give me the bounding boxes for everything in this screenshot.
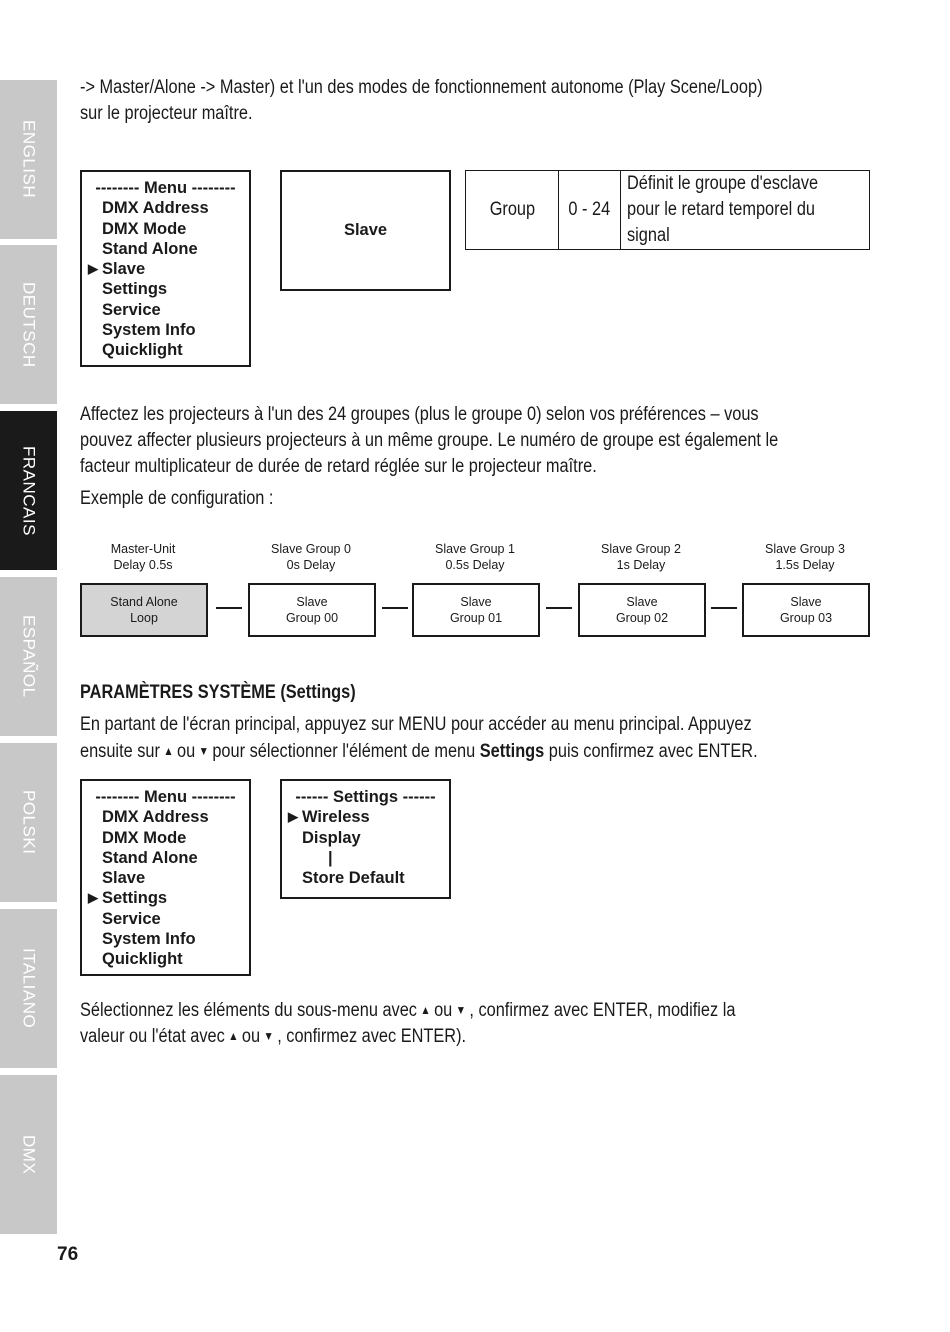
settings-submenu-display (280, 779, 451, 899)
group-parameter-table (465, 170, 870, 250)
side-tab-label: FRANCAIS (19, 445, 39, 536)
settings-para-line-2: ensuite sur ▲ ou ▼ pour sélectionner l'élément de menu Settings puis confirmez avec ENTER. (80, 738, 758, 765)
side-tab-label: POLSKI (19, 790, 39, 855)
selection-arrow-icon: ▶ (88, 261, 98, 277)
up-triangle-icon: ▲ (228, 1029, 239, 1043)
example-label: Exemple de configuration : (80, 488, 274, 509)
menu-item: Quicklight (102, 341, 183, 360)
side-tab-label: ENGLISH (19, 120, 39, 199)
slave-unit-box: Slave Group 02 (578, 583, 706, 637)
menu-title: -------- Menu -------- (95, 179, 236, 197)
master-unit-box: Stand Alone Loop (80, 583, 208, 637)
down-triangle-icon: ▼ (263, 1029, 274, 1043)
slave-unit-box: Slave Group 03 (742, 583, 870, 637)
side-tab-polski[interactable] (0, 743, 57, 902)
menu-item: Service (102, 909, 161, 928)
intro-line-1: -> Master/Alone -> Master) et l'un des modes de fonctionnement autonome (Play Scene/Loop) (80, 77, 763, 98)
final-para-line-2: valeur ou l'état avec ▲ ou ▼ , confirmez avec ENTER). (80, 1023, 466, 1050)
submenu-item: Store Default (302, 869, 405, 888)
menu-display-slave (80, 170, 251, 367)
group-range-cell: 0 - 24 (559, 171, 621, 249)
menu-item: Slave (102, 869, 146, 888)
selection-arrow-icon: ▶ (88, 890, 98, 906)
menu-item: DMX Address (102, 199, 209, 218)
final-para-line-1: Sélectionnez les éléments du sous-menu avec ▲ ou ▼ , confirmez avec ENTER, modifiez la (80, 997, 735, 1024)
menu-title: -------- Menu -------- (95, 788, 236, 806)
slave-unit-box: Slave Group 00 (248, 583, 376, 637)
side-tab-francais[interactable] (0, 411, 57, 570)
up-triangle-icon: ▲ (163, 744, 174, 758)
side-tab-english[interactable] (0, 80, 57, 239)
menu-item: DMX Address (102, 808, 209, 827)
submenu-item: Display (302, 828, 361, 847)
connector-line (216, 607, 242, 609)
groups-para-line-3: facteur multiplicateur de durée de retard réglée sur le projecteur maître. (80, 456, 597, 477)
side-tab-label: ITALIANO (19, 948, 39, 1029)
side-tab-deutsch[interactable] (0, 245, 57, 404)
diagram-label: Slave Group 0 0s Delay (271, 542, 351, 572)
groups-para-line-1: Affectez les projecteurs à l'un des 24 groupes (plus le groupe 0) selon vos préférences – vous (80, 404, 759, 425)
up-triangle-icon: ▲ (420, 1003, 431, 1017)
menu-item: Settings (102, 280, 168, 299)
connector-line (382, 607, 408, 609)
side-tab-label: DMX (19, 1134, 39, 1175)
submenu-ellipsis: | (328, 848, 333, 867)
down-triangle-icon: ▼ (455, 1003, 466, 1017)
slave-unit-box: Slave Group 01 (412, 583, 540, 637)
side-tab-label: ESPAÑOL (19, 615, 39, 698)
group-name-cell: Group (466, 171, 559, 249)
intro-line-2: sur le projecteur maître. (80, 103, 253, 124)
connector-line (711, 607, 737, 609)
side-tab-label: DEUTSCH (19, 281, 39, 368)
down-triangle-icon: ▼ (198, 744, 209, 758)
diagram-label: Slave Group 3 1.5s Delay (765, 542, 845, 572)
menu-item: Stand Alone (102, 848, 198, 867)
menu-item: DMX Mode (102, 219, 187, 238)
menu-item: System Info (102, 321, 196, 340)
menu-display-settings (80, 779, 251, 976)
submenu-item-selected: ▶ Wireless (288, 808, 370, 827)
settings-para-line-1: En partant de l'écran principal, appuyez sur MENU pour accéder au menu principal. Appuyez (80, 714, 752, 735)
menu-item: System Info (102, 930, 196, 949)
submenu-title: ------ Settings ------ (295, 788, 436, 806)
menu-item-selected: ▶ Slave (88, 260, 146, 279)
side-tab-dmx[interactable] (0, 1075, 57, 1234)
diagram-label: Master-Unit Delay 0.5s (110, 542, 176, 572)
menu-item: DMX Mode (102, 828, 187, 847)
section-heading: PARAMÈTRES SYSTÈME (Settings) (80, 682, 356, 703)
side-tab-italiano[interactable] (0, 909, 57, 1068)
menu-item: Service (102, 300, 161, 319)
menu-item: Quicklight (102, 950, 183, 969)
selection-arrow-icon: ▶ (288, 809, 298, 825)
menu-item: Stand Alone (102, 239, 198, 258)
menu-item-selected: ▶ Settings (88, 889, 168, 908)
diagram-label: Slave Group 1 0.5s Delay (435, 542, 515, 572)
diagram-label: Slave Group 2 1s Delay (601, 542, 681, 572)
connector-line (546, 607, 572, 609)
side-tab-espanol[interactable] (0, 577, 57, 736)
group-desc-cell: Définit le groupe d'esclave pour le retard temporel du signal (627, 173, 819, 246)
page-number: 76 (57, 1244, 79, 1265)
slave-display: Slave (280, 170, 451, 291)
groups-para-line-2: pouvez affecter plusieurs projecteurs à un même groupe. Le numéro de groupe est également le (80, 430, 779, 451)
